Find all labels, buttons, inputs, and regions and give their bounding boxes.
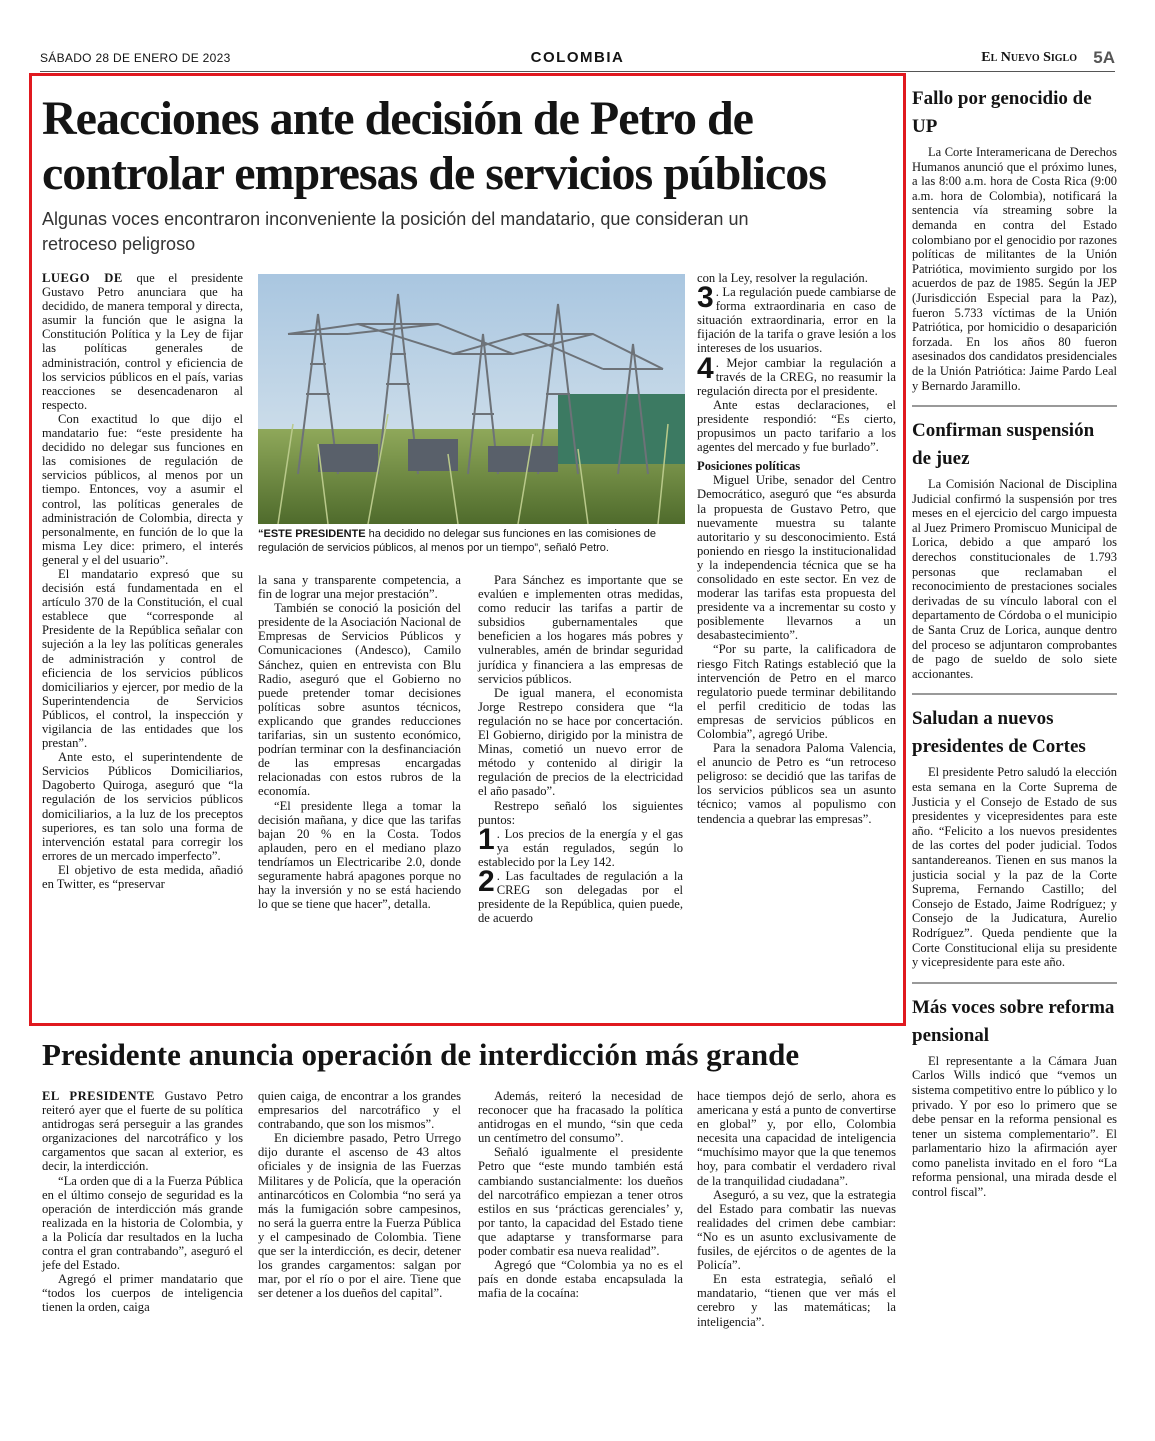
main-column-2 — [258, 573, 461, 911]
paragraph: Agregó el primer mandatario que “todos los cuerpos de inteligencia tienen la orden, caiga — [42, 1272, 243, 1315]
newspaper-name: El Nuevo Siglo — [981, 50, 1077, 65]
second-column-4 — [697, 1089, 896, 1329]
brief-story — [912, 705, 1117, 983]
issue-date: SÁBADO 28 DE ENERO DE 2023 — [40, 51, 231, 65]
lead-words: EL PRESIDENTE — [42, 1089, 155, 1103]
section-name: COLOMBIA — [530, 49, 625, 66]
paragraph: También se conoció la posición del presidente de la Asociación Nacional de Empresas de Servicios Públicos y Comunicaciones (Andesco), Camilo Sánchez, quien en entrevista con Blu Radio, aseguró que el Gobierno no puede pretender tomar decisiones políticas sobre asuntos técnicos, explicando que grandes reducciones tarifarias, sin un sustento económico, podrían terminar con la desfinanciación de las empresas encargadas relacionadas con estos rubros de la economía. — [258, 601, 461, 799]
main-column-1 — [42, 271, 243, 891]
brief-headline: Más voces sobre reforma pensional — [912, 996, 1115, 1046]
second-column-2 — [258, 1089, 461, 1300]
numbered-point: 3 . La regulación puede cambiarse de forma extraordinaria en caso de situación extraordinaria, error en la fijación de la tarifa o grave lesión a los intereses de los usuarios. — [697, 281, 896, 356]
substation-photo — [258, 274, 685, 524]
paragraph: En esta estrategia, señaló el mandatario, “tienen que ver más el cerebro y las matemáticas; la inteligencia”. — [697, 1272, 896, 1329]
paragraph: LUEGO DE que el presidente Gustavo Petro anunciara que ha decidido, de manera temporal y directa, asumir la función que le asigna la Constitución Política y la Ley de fijar las políticas generales de administración, control y eficiencia de los servicios públicos en el país, varias reacciones se desencadenaron al respecto. — [42, 271, 243, 412]
numbered-point: 4 . Mejor cambiar la regulación a través de la CREG, no reasumir la regulación directa por el presidente. — [697, 351, 896, 398]
paragraph: Para Sánchez es importante que se evalúen e implementen otras medidas, como reducir las tarifas a partir de subsidios gubernamentales que beneficien a los hogares más pobres y vulnerables, amén de brindar seguridad jurídica y financiera a las empresas de servicios públicos. — [478, 573, 683, 686]
photo-caption: “ESTE PRESIDENTE ha decidido no delegar sus funciones en las comisiones de regulación de servicios públicos, al menos por un tiempo”, señaló Petro. — [258, 528, 657, 554]
main-subtitle: Algunas voces encontraron inconveniente la posición del mandatario, que consideran un retroceso peligroso — [42, 209, 749, 254]
numbered-point: 2 . Las facultades de regulación a la CREG son delegadas por el presidente de la República, quien puede, de acuerdo — [478, 864, 683, 926]
paragraph: EL PRESIDENTE Gustavo Petro reiteró ayer que el fuerte de su política antidrogas será perseguir a las grandes organizaciones del narcotráfico y los cargamentos que sacan al exterior, es decir, la interdicción. — [42, 1089, 243, 1174]
second-column-1 — [42, 1089, 243, 1315]
paragraph: Aseguró, a su vez, que la estrategia del Estado para combatir las nuevas realidades del crimen debe cambiar: “No es un asunto exclusivamente de fusiles, de ejércitos o de agentes de la Policía”. — [697, 1187, 896, 1273]
main-column-4 — [697, 271, 896, 826]
second-headline: Presidente anuncia operación de interdicción más grande — [42, 1037, 800, 1072]
paragraph: Señaló igualmente el presidente Petro que “este mundo también está cambiando sustancialmente: los dueños del narcotráfico empiezan a tener otros estilos en sus ‘prácticas gerenciales’ y, por tanto, la capacidad del Estado tiene que adaptarse y transformarse para poder combatir esa nueva realidad”. — [478, 1145, 683, 1259]
paragraph: quien caiga, de encontrar a los grandes empresarios del narcotráfico y el contrabando, que son los mismos”. — [258, 1089, 461, 1132]
brief-headline: Fallo por genocidio de UP — [912, 88, 1092, 137]
news-briefs-sidebar — [912, 85, 1117, 1222]
paragraph: Para la senadora Paloma Valencia, el anuncio de Petro es “un retroceso peligroso: se decidió que las tarifas de los servicios públicos sea un asunto técnico; vamos al populismo con tendencia a quebrar las empresas”. — [697, 741, 896, 826]
brief-body: La Corte Interamericana de Derechos Humanos anunció que el próximo lunes, a las 8:00 a.m. hora de Costa Rica (9:00 a.m. hora de Colombia), notificará la sentencia vía streaming sobre la demanda en contra del Estado colombiano por el genocidio por razones políticas de militantes de la Unión Patriótica, movimiento surgido por los acuerdos de paz de 1985. Según la JEP (Jurisdicción Especial para la Paz), fueron 5.733 víctimas de la Unión Patriótica, por homicidio o desaparición forzada. En los años 80 fueron asesinados dos candidatos presidenciales de la Unión Patriótica: Jaime Pardo Leal y Bernardo Jaramillo. — [912, 145, 1117, 393]
lead-words: LUEGO DE — [42, 271, 123, 285]
brief-headline: Saludan a nuevos presidentes de Cortes — [912, 708, 1086, 758]
brief-story — [912, 85, 1117, 407]
brief-body: El representante a la Cámara Juan Carlos Wills indicó que “vemos un sistema competitivo entre lo público y lo privado. Y por eso lo primero que se debe pensar en la reforma pensional es tener un sistema complementario”. El parlamentario hizo la afirmación ayer como panelista invitado en el foro “La reforma pensional, una mirada desde el control fiscal”. — [912, 1053, 1117, 1200]
paragraph: Ante estas declaraciones, el presidente respondió: “Es cierto, propusimos un pacto tarifario a los agentes del mercado y fue burlado”. — [697, 397, 896, 455]
paragraph: “Por su parte, la calificadora de riesgo Fitch Ratings estableció que la intervención de Petro en el marco regulatorio puede terminar debilitando el perfil crediticio de todas las empresas de servicios públicos en Colombia”, agregó Uribe. — [697, 642, 896, 741]
brief-story — [912, 417, 1117, 695]
numbered-point: 1 . Los precios de la energía y el gas ya están regulados, según lo establecido por la Ley 142. — [478, 822, 683, 869]
paragraph: hace tiempos dejó de serlo, ahora es americana y está a punto de convertirse en global” y, por ello, Colombia necesita una capacidad de inteligencia “muchísimo mayor que la que tenemos hoy, para combatir el verdadero rival de la tranquilidad ciudadana”. — [697, 1089, 896, 1188]
paragraph: El objetivo de esta medida, añadió en Twitter, es “preservar — [42, 862, 243, 892]
brief-body: La Comisión Nacional de Disciplina Judicial confirmó la suspensión por tres meses en el ejercicio del cargo impuesta al Juez Primero Promiscuo Municipal de Lorica, debido a que amparó los derechos constitucionales de 1.793 personas que reclamaban el reconocimiento de prestaciones sociales derivadas de su vínculo laboral con el departamento de Córdoba o el municipio de Santa Cruz de Lorica, aunque dentro del proceso se adjuntaron comprobantes de pago de sueldo de solo siete accionantes. — [912, 477, 1117, 681]
paragraph: En diciembre pasado, Petro Urrego dijo durante el ascenso de 43 altos oficiales y de insignia de las Fuerzas Militares y de Policía, que la operación antinarcóticos en Colombia “no será ya más la fumigación sobre campesinos, no será la guerra entre la Fuerza Pública y el campesinado de Colombia. Tiene que ser la interdicción, es decir, detener los grandes cargamentos: salgan por mar, por el río o por el aire. Tiene que ser detener a los dueños del capital”. — [258, 1131, 461, 1301]
brief-headline: Confirman suspensión de juez — [912, 420, 1095, 470]
section-subhead: Posiciones políticas — [697, 459, 801, 474]
paragraph: El mandatario expresó que su decisión está fundamentada en el artículo 370 de la Constitución, el cual establece que “corresponde al Presidente de la República señalar con sujeción a la ley las políticas generales de administración y control de eficiencia de los servicios públicos domiciliarios y ejercer, por medio de la Superintendencia de Servicios Públicos, el control, la inspección y vigilancia de las entidades que los prestan”. — [42, 566, 243, 751]
paragraph: Con exactitud lo que dijo el mandatario fue: “este presidente ha decidido no delegar sus funciones en las comisiones de regulación de servicios públicos, al menos por un tiempo. Entonces, voy a asumir el control, las políticas generales de administración de Colombia, directa y personalmente, en función de lo que la misma Ley dice: primero, el interés general y el del usuario”. — [42, 411, 243, 567]
paragraph: Miguel Uribe, senador del Centro Democrático, aseguró que “es absurda la propuesta de Gustavo Petro, que nuevamente muestra su talante autoritario y su desconocimiento. Está poniendo en riesgo la institucionalidad y la independencia técnica que se ha consolidado en este sector. En vez de moderar las tarifas esta propuesta del presidente va a incrementar su costo y posiblemente llevarnos a un desabastecimiento”. — [697, 473, 896, 643]
paragraph: Además, reiteró la necesidad de reconocer que ha fracasado la política antidrogas en el mundo, “sin que ceda un centímetro del consumo”. — [478, 1089, 683, 1146]
paragraph: Restrepo señaló los siguientes puntos: — [478, 798, 683, 827]
paragraph: De igual manera, el economista Jorge Restrepo considera que “la regulación no se hace por concertación. El Gobierno, dirigido por la ministra de Minas, cometió un nuevo error de método y contenido al dirigir la regulación de precios de la electricidad el año pasado”. — [478, 685, 683, 799]
paragraph: con la Ley, resolver la regulación. — [697, 271, 868, 285]
brief-story — [912, 994, 1117, 1212]
paragraph: “La orden que di a la Fuerza Pública en el último consejo de seguridad es la operación de interdicción más grande realizada en la historia de Colombia, y a la Policía dar resultados en la lucha contra el gran contrabando”, aseguró el jefe del Estado. — [42, 1173, 243, 1273]
main-headline: Reacciones ante decisión de Petro de controlar empresas de servicios públicos — [42, 92, 826, 200]
paragraph: Agregó que “Colombia ya no es el país en donde estaba encapsulada la mafia de la cocaína: — [478, 1258, 683, 1301]
page-number: 5A — [1093, 48, 1115, 67]
page-header — [40, 48, 1115, 72]
main-column-3 — [478, 573, 683, 925]
paragraph: la sana y transparente competencia, a fin de lograr una mejor prestación”. — [258, 573, 461, 602]
paragraph: Ante esto, el superintendente de Servicios Públicos Domiciliarios, Dagoberto Quiroga, aseguró que “la regulación de los servicios públicos domiciliarios, a la luz de los preceptos superiores, es tan solo una forma de intervención estatal para corregir los errores de un mercado imperfecto”. — [42, 750, 243, 863]
brief-body: El presidente Petro saludó la elección esta semana en la Corte Suprema de Justicia y el Consejo de Estado de sus presidentes y vicepresidentes para este año. “Felicito a los nuevos presidentes de las cortes del poder judicial. Todos santandereanos. Tienen en sus manos la justicia social y la paz de la Corte Suprema, Fernando Castillo; del Consejo de Estado, Jaime Rodríguez; y Consejo de la Judicatura, Aurelio Rodríguez”. Queda pendiente que la Corte Constitucional elija su presidente y vicepresidente para este año. — [912, 765, 1117, 970]
paragraph: “El presidente llega a tomar la decisión mañana, y dice que las tarifas bajan 20 % en la Costa. Todos aplauden, pero en el mediano plazo tendríamos un Electricaribe 2.0, donde seguramente habrá apagones porque no hay la inversión y no se está haciendo lo que se tiene que hacer”, detalla. — [258, 798, 461, 912]
second-column-3 — [478, 1089, 683, 1300]
